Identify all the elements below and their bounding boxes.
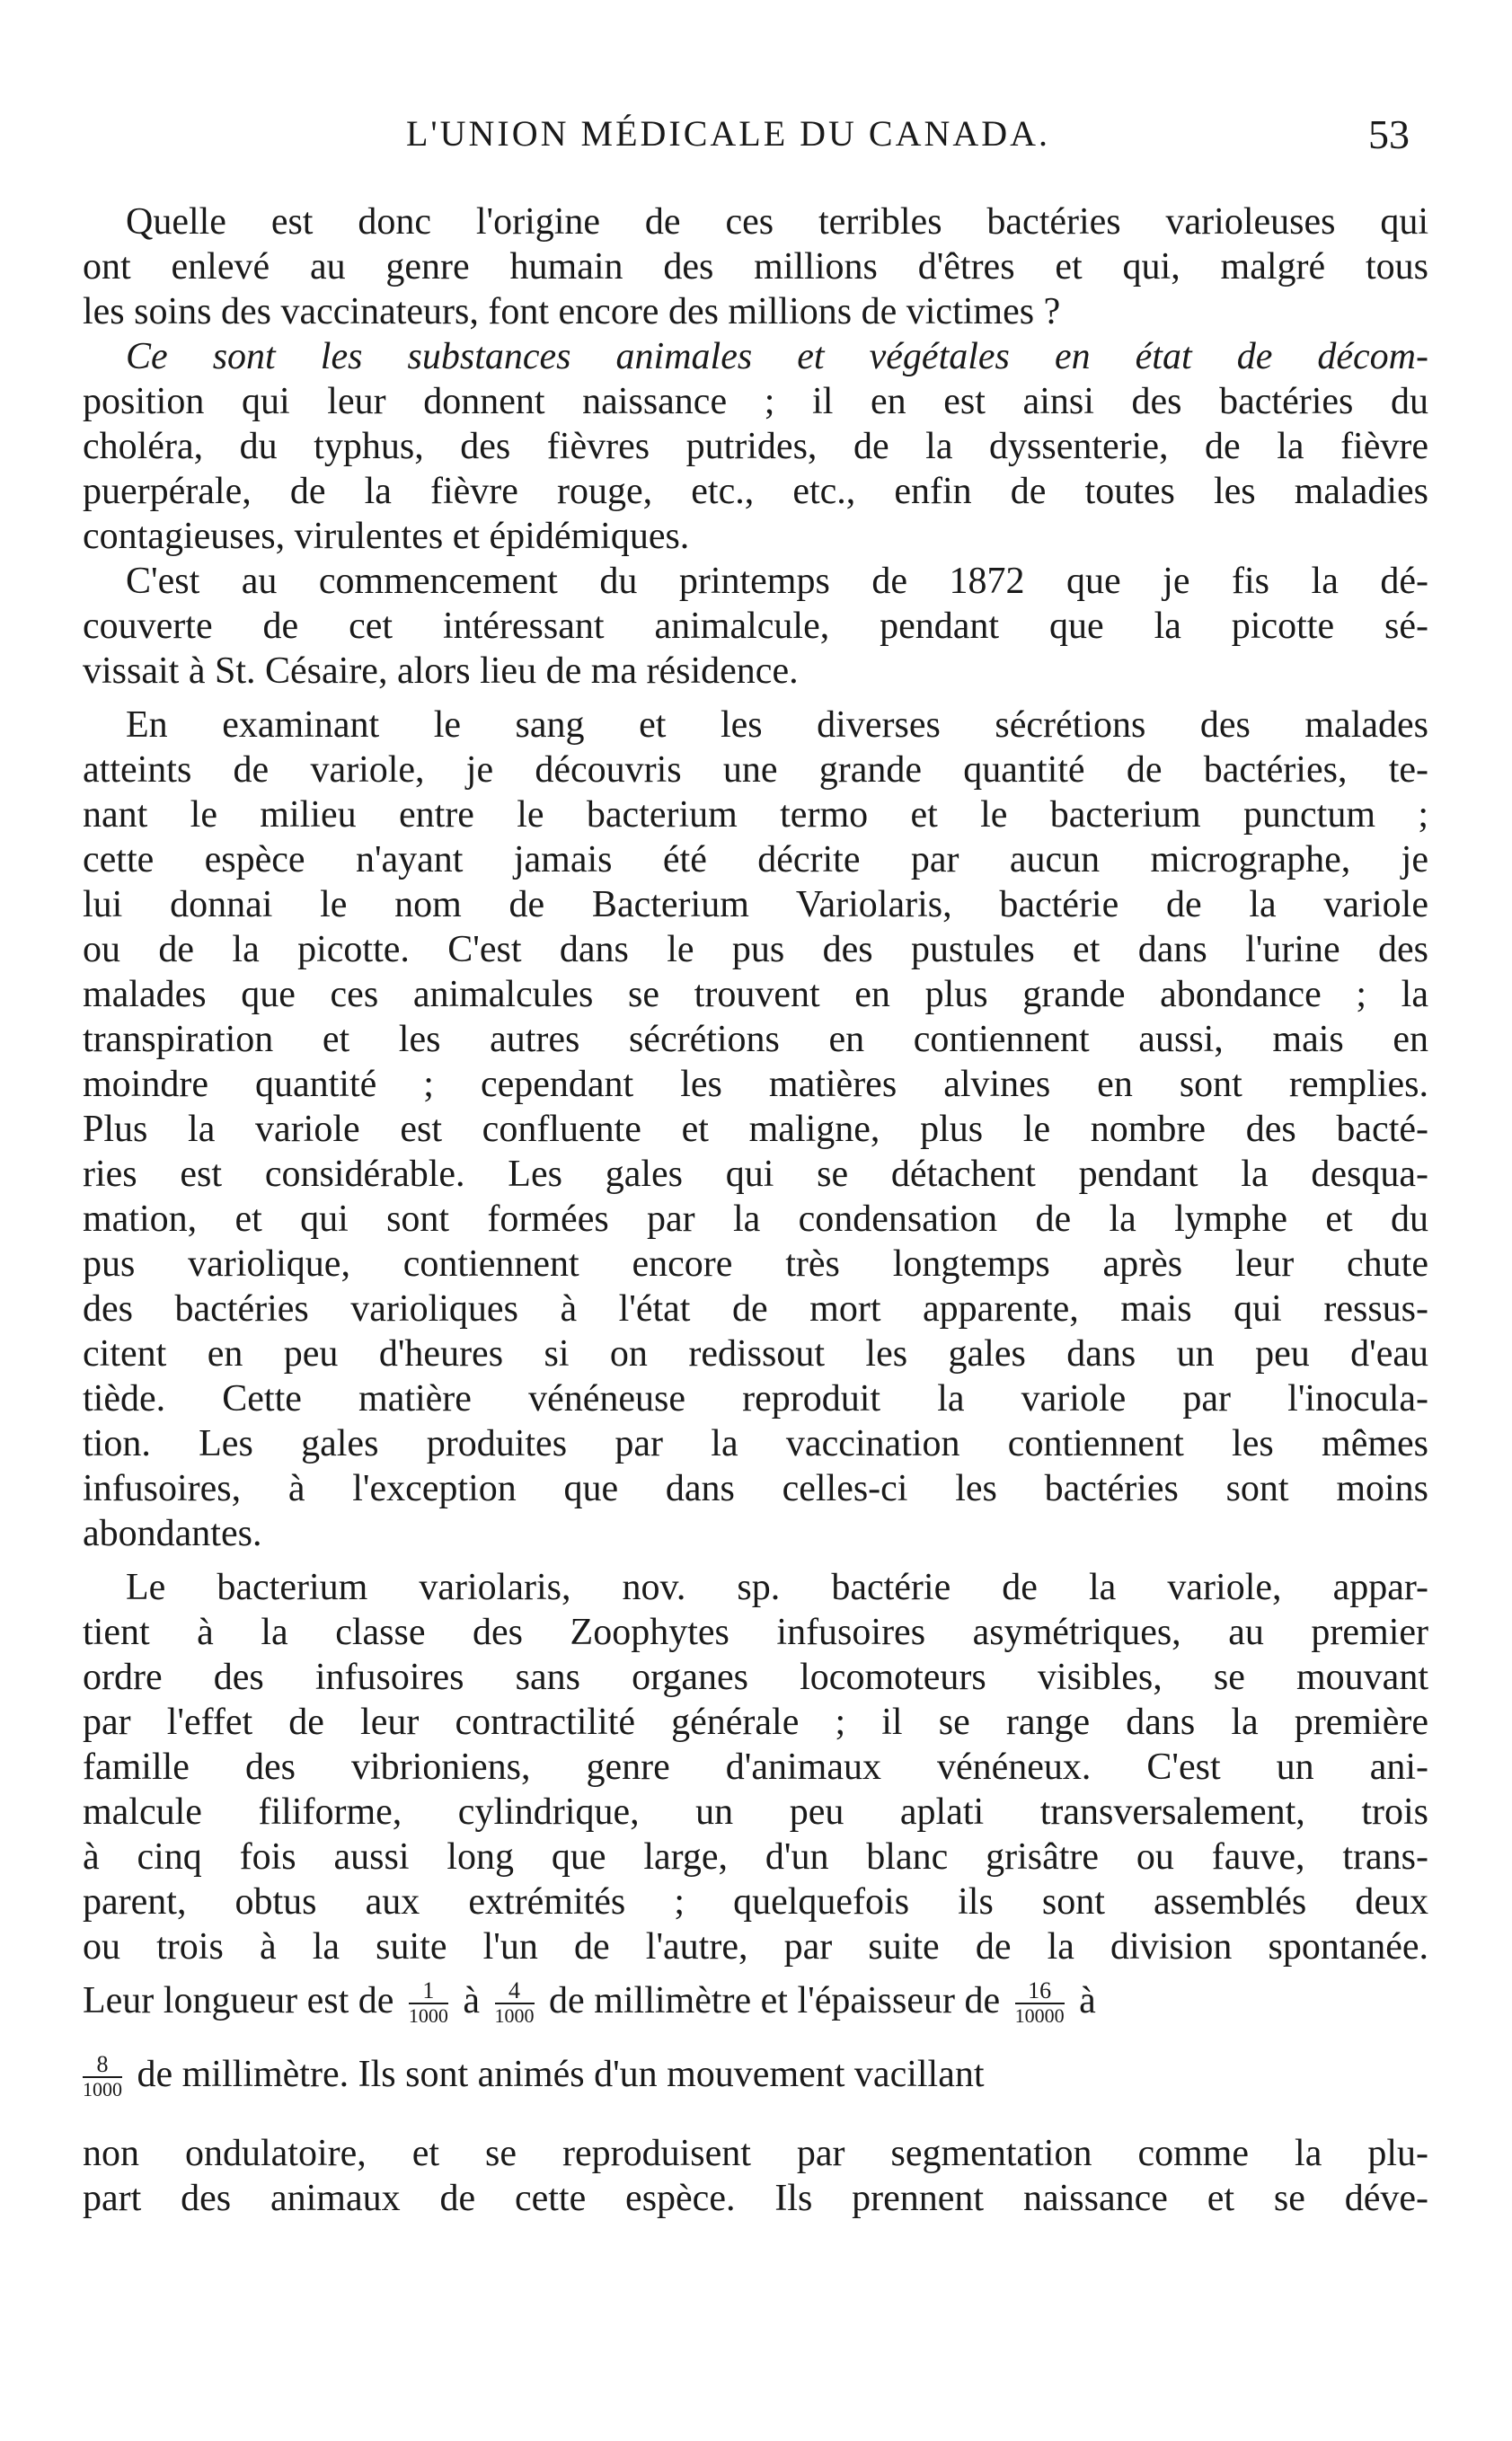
text-line: ordre des infusoires sans organes locomoteurs visibles, se mouvant <box>83 1657 1428 1698</box>
text-line: non ondulatoire, et se reproduisent par segmentation comme la plu- <box>83 2133 1428 2174</box>
text-line: cette espèce n'ayant jamais été décrite par aucun micrographe, je <box>83 839 1428 880</box>
fraction-numerator: 4 <box>495 1979 535 2004</box>
text-line: tion. Les gales produites par la vaccination contiennent les mêmes <box>83 1423 1428 1464</box>
text-line: infusoires, à l'exception que dans celles-ci les bactéries sont moins <box>83 1468 1428 1509</box>
text-line: pus variolique, contiennent encore très longtemps après leur chute <box>83 1243 1428 1285</box>
running-head <box>0 112 1512 166</box>
fraction-text: de millimètre. Ils sont animés d'un mouvement vacillant <box>137 2054 985 2095</box>
text-line: des bactéries varioliques à l'état de mort apparente, mais qui ressus- <box>83 1288 1428 1330</box>
fraction-text: à <box>1079 1980 1096 2021</box>
text-line: Ce sont les substances animales et végétales en état de décom- <box>126 336 1428 377</box>
fraction-text: Leur longueur est de <box>83 1980 394 2021</box>
text-line: transpiration et les autres sécrétions en contiennent aussi, mais en <box>83 1019 1428 1060</box>
text-line: ries est considérable. Les gales qui se détachent pendant la desqua- <box>83 1154 1428 1195</box>
text-line: puerpérale, de la fièvre rouge, etc., etc., enfin de toutes les maladies <box>83 471 1428 512</box>
text-line: à cinq fois aussi long que large, d'un blanc grisâtre ou fauve, trans- <box>83 1836 1428 1878</box>
text-line: mation, et qui sont formées par la condensation de la lymphe et du <box>83 1198 1428 1240</box>
fraction-line <box>83 1978 1428 2028</box>
text-line: citent en peu d'heures si on redissout les gales dans un peu d'eau <box>83 1333 1428 1375</box>
text-line: ou de la picotte. C'est dans le pus des pustules et dans l'urine des <box>83 929 1428 970</box>
text-line: par l'effet de leur contractilité générale ; il se range dans la première <box>83 1702 1428 1743</box>
text-line: malades que ces animalcules se trouvent en plus grande abondance ; la <box>83 974 1428 1015</box>
text-line: vissait à St. Césaire, alors lieu de ma résidence. <box>83 650 799 692</box>
text-line: parent, obtus aux extrémités ; quelquefois ils sont assemblés deux <box>83 1881 1428 1923</box>
fraction <box>409 1979 448 2028</box>
text-line: Le bacterium variolaris, nov. sp. bactérie de la variole, appar- <box>126 1567 1428 1608</box>
fraction-text: à <box>463 1980 481 2021</box>
text-line: moindre quantité ; cependant les matières alvines en sont remplies. <box>83 1064 1428 1105</box>
text-line: ou trois à la suite l'un de l'autre, par suite de la division spontanée. <box>83 1926 1428 1968</box>
text-line: part des animaux de cette espèce. Ils prennent naissance et se déve- <box>83 2178 1428 2219</box>
text-line: les soins des vaccinateurs, font encore des millions de victimes ? <box>83 291 1061 332</box>
text-line: tiède. Cette matière vénéneuse reproduit la variole par l'inocula- <box>83 1378 1428 1419</box>
text-line: abondantes. <box>83 1513 262 1554</box>
fraction <box>1015 1979 1065 2028</box>
fraction-numerator: 16 <box>1015 1979 1065 2004</box>
fraction-denominator: 1000 <box>83 2078 122 2101</box>
text-line: malcule filiforme, cylindrique, un peu aplati transversalement, trois <box>83 1791 1428 1833</box>
text-line: En examinant le sang et les diverses sécrétions des malades <box>126 704 1428 746</box>
text-line: C'est au commencement du printemps de 1872 que je fis la dé- <box>126 561 1428 602</box>
text-line: choléra, du typhus, des fièvres putrides, de la dyssenterie, de la fièvre <box>83 426 1428 467</box>
text-line: lui donnai le nom de Bacterium Variolaris, bactérie de la variole <box>83 884 1428 925</box>
text-line: nant le milieu entre le bacterium termo et le bacterium punctum ; <box>83 794 1428 836</box>
text-line: Quelle est donc l'origine de ces terribles bactéries varioleuses qui <box>126 201 1428 243</box>
text-line: atteints de variole, je découvris une grande quantité de bactéries, te- <box>83 749 1428 791</box>
text-line: famille des vibrioniens, genre d'animaux vénéneux. C'est un ani- <box>83 1747 1428 1788</box>
text-line: ont enlevé au genre humain des millions d'êtres et qui, malgré tous <box>83 246 1428 287</box>
fraction <box>495 1979 535 2028</box>
fraction-denominator: 10000 <box>1014 2004 1065 2028</box>
fraction-denominator: 1000 <box>408 2004 448 2028</box>
fraction-denominator: 1000 <box>494 2004 535 2028</box>
fraction-text: de millimètre et l'épaisseur de <box>549 1980 1001 2021</box>
text-line: couverte de cet intéressant animalcule, pendant que la picotte sé- <box>83 606 1428 647</box>
page-number: 53 <box>1368 111 1410 157</box>
fraction-numerator: 1 <box>409 1979 448 2004</box>
text-line: tient à la classe des Zoophytes infusoires asymétriques, au premier <box>83 1612 1428 1653</box>
text-line: contagieuses, virulentes et épidémiques. <box>83 516 690 557</box>
text-line: position qui leur donnent naissance ; il en est ainsi des bactéries du <box>83 381 1428 422</box>
fraction-line <box>83 2052 1428 2101</box>
text-line: Plus la variole est confluente et maligne, plus le nombre des bacté- <box>83 1109 1428 1150</box>
fraction <box>83 2053 122 2101</box>
fraction-numerator: 8 <box>83 2053 122 2078</box>
running-title: L'UNION MÉDICALE DU CANADA. <box>406 113 1051 154</box>
